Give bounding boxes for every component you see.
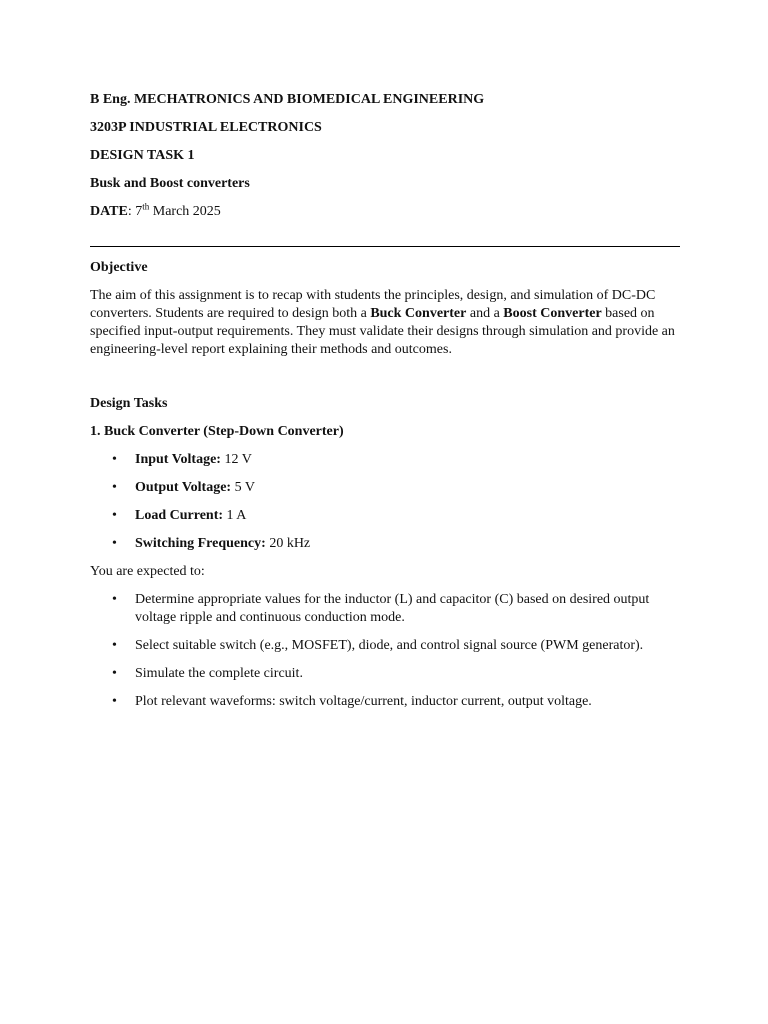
objective-text-2: and a xyxy=(466,306,504,321)
expected-item xyxy=(90,665,680,683)
expected-item xyxy=(90,693,680,711)
bullet-icon: • xyxy=(112,694,117,709)
bullet-icon: • xyxy=(112,508,117,523)
bullet-icon: • xyxy=(112,536,117,551)
spec-value: 12 V xyxy=(220,452,252,467)
bullet-icon: • xyxy=(112,480,117,495)
expected-item-text: Select suitable switch (e.g., MOSFET), diode, and control signal source (PWM generator). xyxy=(135,638,644,653)
horizontal-divider xyxy=(90,246,680,247)
expected-item xyxy=(90,637,680,655)
expected-item xyxy=(90,591,680,627)
date-line xyxy=(90,203,680,221)
expected-item-text: Plot relevant waveforms: switch voltage/current, inductor current, output voltage. xyxy=(135,694,592,709)
expected-list xyxy=(90,591,680,711)
spec-value: 1 A xyxy=(223,508,247,523)
course-title: 3203P INDUSTRIAL ELECTRONICS xyxy=(90,120,322,135)
date-day: : 7 xyxy=(127,204,143,219)
spec-value: 20 kHz xyxy=(265,536,311,551)
spec-value: 5 V xyxy=(231,480,255,495)
spec-item-load-current xyxy=(90,507,680,525)
bullet-icon: • xyxy=(112,638,117,653)
objective-bold-boost: Boost Converter xyxy=(503,306,602,321)
spacer xyxy=(90,359,680,395)
document-subtitle: Busk and Boost converters xyxy=(90,176,250,191)
bullet-icon: • xyxy=(112,592,117,607)
expected-intro: You are expected to: xyxy=(90,564,205,579)
objective-heading: Objective xyxy=(90,260,148,275)
objective-paragraph xyxy=(90,287,680,359)
buck-converter-heading: 1. Buck Converter (Step-Down Converter) xyxy=(90,424,344,439)
date-label: DATE xyxy=(90,204,128,219)
spec-label: Input Voltage: xyxy=(135,452,221,467)
objective-bold-buck: Buck Converter xyxy=(370,306,467,321)
design-tasks-heading: Design Tasks xyxy=(90,396,168,411)
expected-item-text: Determine appropriate values for the inductor (L) and capacitor (C) based on desired output voltage ripple and continuous conduction mode. xyxy=(135,592,650,625)
spec-label: Switching Frequency: xyxy=(135,536,266,551)
objective-text-1: The aim of this assignment is to recap with students the principles, design, and simulation of DC-DC converters. Students are required to design both a xyxy=(90,288,656,321)
document-page xyxy=(90,91,680,721)
spec-item-output-voltage xyxy=(90,479,680,497)
objective-text-3: based on specified input-output requirements. They must validate their designs through simulation and provide an engineering-level report explaining their methods and outcomes. xyxy=(90,306,675,357)
date-rest: March 2025 xyxy=(149,204,221,219)
spec-item-switching-frequency xyxy=(90,535,680,553)
expected-item-text: Simulate the complete circuit. xyxy=(135,666,303,681)
bullet-icon: • xyxy=(112,452,117,467)
degree-title: B Eng. MECHATRONICS AND BIOMEDICAL ENGINEERING xyxy=(90,92,485,107)
date-suffix: th xyxy=(142,201,150,212)
bullet-icon: • xyxy=(112,666,117,681)
spec-list xyxy=(90,451,680,553)
spec-label: Load Current: xyxy=(135,508,224,523)
task-title: DESIGN TASK 1 xyxy=(90,148,195,163)
spec-label: Output Voltage: xyxy=(135,480,232,495)
spec-item-input-voltage xyxy=(90,451,680,469)
